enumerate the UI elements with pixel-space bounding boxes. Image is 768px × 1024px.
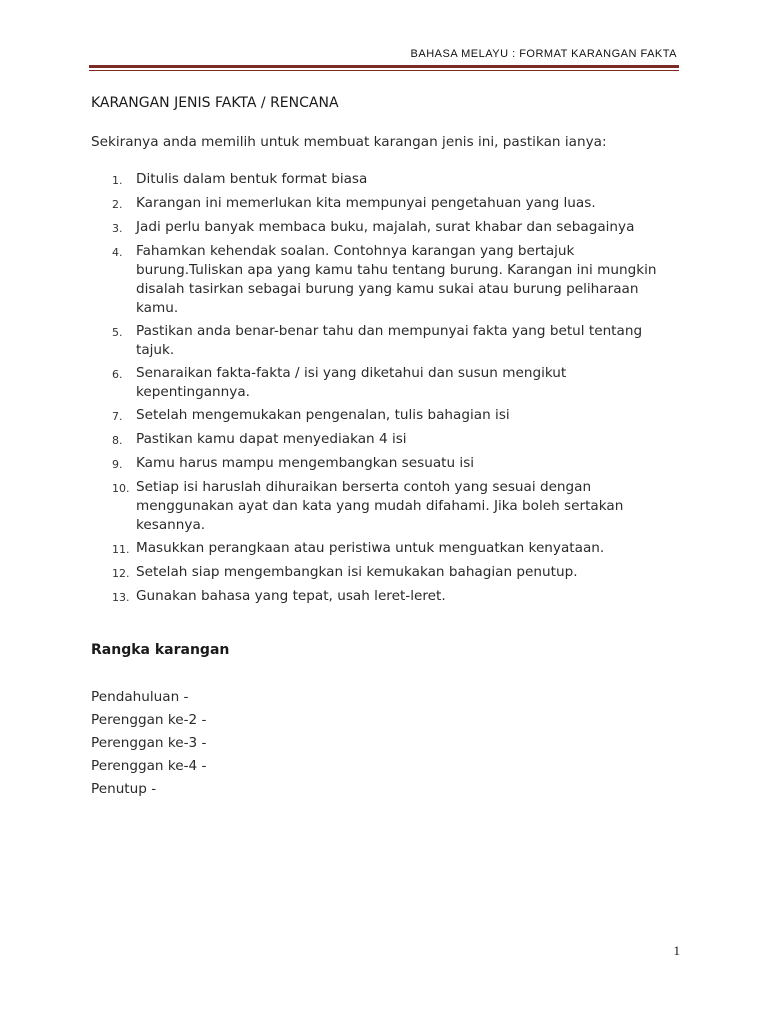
header-rule-thick [89,65,679,68]
outline-list [91,686,206,801]
list-item [91,563,681,583]
list-item-number: 3. [112,222,123,235]
list-item-number: 13. [112,591,130,604]
outline-item: Perenggan ke-3 - [91,735,207,751]
list-item [91,364,681,402]
list-item-text: Kamu harus mampu mengembangkan sesuatu isi [136,455,475,471]
list-item-number: 5. [112,326,123,339]
list-item-text: Setelah mengemukakan pengenalan, tulis bahagian isi [136,407,510,423]
list-item [91,406,681,426]
list-item [91,478,681,535]
list-item-number: 7. [112,410,123,423]
list-item-number: 8. [112,434,123,447]
header-rule-thin [89,70,679,71]
list-item-text: Ditulis dalam bentuk format biasa [136,171,368,187]
steps-list [91,170,681,611]
list-item-text: Pastikan kamu dapat menyediakan 4 isi [136,431,407,447]
list-item-number: 11. [112,543,130,556]
page-number: 1 [673,943,680,958]
list-item-number: 1. [112,174,123,187]
list-item-text: Senaraikan fakta-fakta / isi yang diketahui dan susun mengikut kepentingannya. [136,365,567,400]
list-item-text: Karangan ini memerlukan kita mempunyai pengetahuan yang luas. [136,195,596,211]
list-item-number: 9. [112,458,123,471]
list-item-text: Setelah siap mengembangkan isi kemukakan bahagian penutup. [136,564,578,580]
list-item-text: Masukkan perangkaan atau peristiwa untuk menguatkan kenyataan. [136,540,605,556]
list-item-number: 10. [112,482,130,495]
list-item [91,194,681,214]
list-item [91,539,681,559]
outline-item: Penutup - [91,781,157,797]
outline-item: Pendahuluan - [91,689,189,705]
list-item-text: Pastikan anda benar-benar tahu dan mempunyai fakta yang betul tentang tajuk. [136,323,643,358]
intro-paragraph: Sekiranya anda memilih untuk membuat karangan jenis ini, pastikan ianya: [91,134,607,150]
document-title: KARANGAN JENIS FAKTA / RENCANA [91,95,339,111]
list-item [91,242,681,318]
list-item [91,170,681,190]
list-item [91,218,681,238]
outline-item: Perenggan ke-2 - [91,712,207,728]
list-item [91,587,681,607]
header-title: BAHASA MELAYU : FORMAT KARANGAN FAKTA [410,48,677,60]
list-item [91,430,681,450]
outline-item: Perenggan ke-4 - [91,758,207,774]
list-item-number: 12. [112,567,130,580]
list-item [91,454,681,474]
list-item-text: Gunakan bahasa yang tepat, usah leret-leret. [136,588,446,604]
list-item-text: Fahamkan kehendak soalan. Contohnya karangan yang bertajuk burung.Tuliskan apa yang kamu tahu tentang burung. Karangan ini mungkin disalah tasirkan sebagai burung yang kamu sukai atau burung peliharaan kamu. [136,243,657,316]
list-item [91,322,681,360]
list-item-number: 2. [112,198,123,211]
list-item-number: 6. [112,368,123,381]
list-item-text: Setiap isi haruslah dihuraikan berserta contoh yang sesuai dengan menggunakan ayat dan kata yang mudah difahami. Jika boleh sertakan kesannya. [136,479,624,533]
outline-heading: Rangka karangan [91,642,230,658]
list-item-text: Jadi perlu banyak membaca buku, majalah, surat khabar dan sebagainya [136,219,635,235]
list-item-number: 4. [112,246,123,259]
